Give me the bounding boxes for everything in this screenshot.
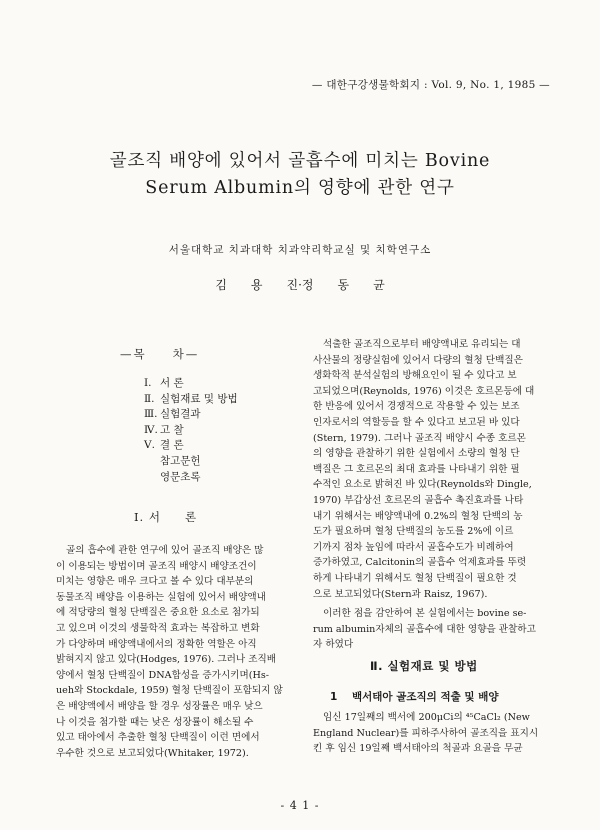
section-label: 론 — [184, 510, 198, 524]
text-line: 으로 보고되었다(Stern과 Raisz, 1967). — [313, 588, 488, 600]
toc-number: Ⅰ. — [144, 377, 152, 389]
title-line-2: Serum Albumin의 영향에 관한 연구 — [145, 178, 455, 198]
body-paragraph-3 — [313, 710, 551, 757]
toc-item — [144, 454, 238, 470]
author-part: 용 — [250, 278, 263, 292]
title-line-1: 골조직 배양에 있어서 골흡수에 미치는 Bovine — [109, 151, 491, 171]
body-paragraph-2 — [313, 606, 551, 653]
text-line: 자 하였다 — [313, 639, 354, 651]
text-line: 생화학적 분석실험의 방해요인이 될 수 있다고 보 — [313, 370, 517, 382]
toc-item — [144, 438, 238, 454]
toc-label: 고 찰 — [160, 423, 184, 436]
toc-number: Ⅴ. — [144, 439, 155, 452]
toc-label: 참고문헌 — [160, 454, 201, 467]
section-heading-introduction — [134, 509, 197, 525]
text-line: 킨 후 임신 19일째 백서태아의 척골과 요골을 무균 — [313, 743, 523, 755]
toc-label: 실험재료 및 방법 — [160, 392, 238, 405]
toc-item — [144, 423, 238, 439]
subsection-number: 1 — [330, 691, 338, 703]
author-part: 동 — [337, 278, 350, 292]
text-line: rum albumin자체의 골흡수에 대한 영향을 관찰하고 — [313, 623, 536, 635]
toc-label: 서 론 — [160, 377, 184, 389]
body-paragraph-1 — [313, 337, 551, 602]
text-line: 고 있으며 이것의 생물학적 효과는 복잡하고 변화 — [56, 622, 260, 634]
text-line: 하게 나타내기 위해서도 혈청 단백질이 필요한 것 — [313, 572, 517, 584]
author-part: 진·정 — [286, 278, 314, 292]
toc-number: Ⅳ. — [144, 423, 158, 436]
text-line: 의 영향을 관찰하기 위한 실험에서 소량의 혈청 단 — [313, 448, 520, 460]
toc-heading-right: 차— — [172, 347, 200, 361]
toc-item — [144, 470, 238, 486]
text-line: 골의 흡수에 관한 연구에 있어 골조직 배양은 많 — [66, 545, 264, 556]
toc-heading — [120, 346, 199, 362]
text-line: 내기 위해서는 배양액내에 0.2%의 혈청 단백의 농 — [313, 510, 523, 522]
author-part: 균 — [373, 278, 385, 292]
toc-label: 결 론 — [160, 439, 184, 452]
section-number: Ⅰ. 서 — [134, 510, 161, 524]
author-list — [0, 276, 600, 293]
page-number: - 4 1 - — [280, 799, 320, 812]
toc-heading-left: —목 — [120, 347, 147, 361]
text-line: 인자로서의 역할등을 할 수 있다고 보고된 바 있다 — [313, 416, 520, 428]
toc-label: 실험결과 — [160, 408, 201, 421]
text-line: 증가하였고, Calcitonin의 골흡수 억제효과를 뚜렷 — [313, 557, 527, 569]
text-line: 도가 필요하며 혈청 단백질의 농도를 2%에 이르 — [313, 526, 514, 538]
toc-number: Ⅱ. — [144, 392, 155, 405]
text-line: 이 이용되는 방법이며 골조직 배양시 배양조건이 — [56, 560, 257, 572]
toc-number: Ⅲ. — [144, 408, 158, 421]
text-line: 가 다양하며 배양액내에서의 정확한 역할은 아직 — [56, 638, 257, 650]
text-line: 밝혀지지 않고 있다(Hodges, 1976). 그러나 조직배 — [56, 654, 277, 666]
text-line: 백질은 그 호르몬의 최대 효과를 나타내기 위한 필 — [313, 463, 520, 475]
text-line: 1970) 부갑상선 호르몬의 골흡수 촉진효과를 나타 — [313, 494, 524, 506]
subsection-heading — [330, 689, 498, 704]
toc-item — [144, 376, 238, 392]
text-line: 나 이것을 첨가할 때는 낮은 성장률이 해소될 수 — [56, 716, 254, 728]
text-line: 한 반응에 있어서 경쟁적으로 작용할 수 있는 보조 — [313, 401, 520, 413]
text-line: 우수한 것으로 보고되었다(Whitaker, 1972). — [56, 747, 249, 759]
text-line: 고되었으며(Reynolds, 1976) 이것은 호르몬등에 대 — [313, 385, 535, 397]
section-heading-methods: Ⅱ. 실험재료 및 방법 — [370, 659, 478, 673]
text-line: 기까지 점차 높임에 따라서 골흡수도가 비례하여 — [313, 541, 514, 553]
text-line: (Stern, 1979). 그러나 골조직 배양시 수종 호르몬 — [313, 432, 526, 444]
text-line: 사산물의 정량실험에 있어서 다량의 혈청 단백질은 — [313, 354, 523, 366]
toc-item — [144, 392, 238, 408]
toc-label: 영문초록 — [160, 470, 201, 483]
text-line: 은 배양액에서 배양을 할 경우 성장률은 매우 낮으 — [56, 700, 263, 712]
text-line: 석출한 골조직으로부터 배양액내로 유리되는 대 — [323, 339, 521, 350]
table-of-contents — [144, 376, 238, 485]
journal-header: — 대한구강생물학회지 : Vol. 9, No. 1, 1985 — — [311, 79, 550, 91]
text-line: England Nuclear)를 피하주사하여 골조직을 표지시 — [313, 727, 539, 739]
toc-item — [144, 407, 238, 423]
article-title — [0, 148, 600, 202]
text-line: 양에서 혈청 단백질이 DNA합성을 증가시키며(Hs- — [56, 669, 270, 681]
author-part: 김 — [215, 278, 227, 292]
text-line: 있고 태아에서 추출한 혈청 단백질이 이런 면에서 — [56, 732, 260, 744]
text-line: 임신 17일째의 백서에 200μCi의 ⁴⁵CaCl₂ (New — [323, 712, 530, 723]
introduction-paragraph — [56, 543, 288, 761]
text-line: 수적인 요소로 밝혀진 바 있다(Reynolds와 Dingle, — [313, 479, 532, 491]
text-line: 동물조직 배양을 이용하는 실험에 있어서 배양액내 — [56, 591, 266, 603]
subsection-label: 백서태아 골조직의 적출 및 배양 — [352, 691, 499, 703]
text-line: 미치는 영향은 매우 크다고 볼 수 있다 대부분의 — [56, 576, 254, 588]
text-line: 이러한 점을 감안하여 본 실험에서는 bovine se- — [323, 608, 527, 619]
text-line: 에 적당량의 혈청 단백질은 중요한 요소로 첨가되 — [56, 607, 260, 619]
text-line: ueh와 Stockdale, 1959) 혈청 단백질이 포함되지 않 — [56, 685, 283, 697]
affiliation: 서울대학교 치과대학 치과약리학교실 및 치학연구소 — [168, 244, 432, 256]
